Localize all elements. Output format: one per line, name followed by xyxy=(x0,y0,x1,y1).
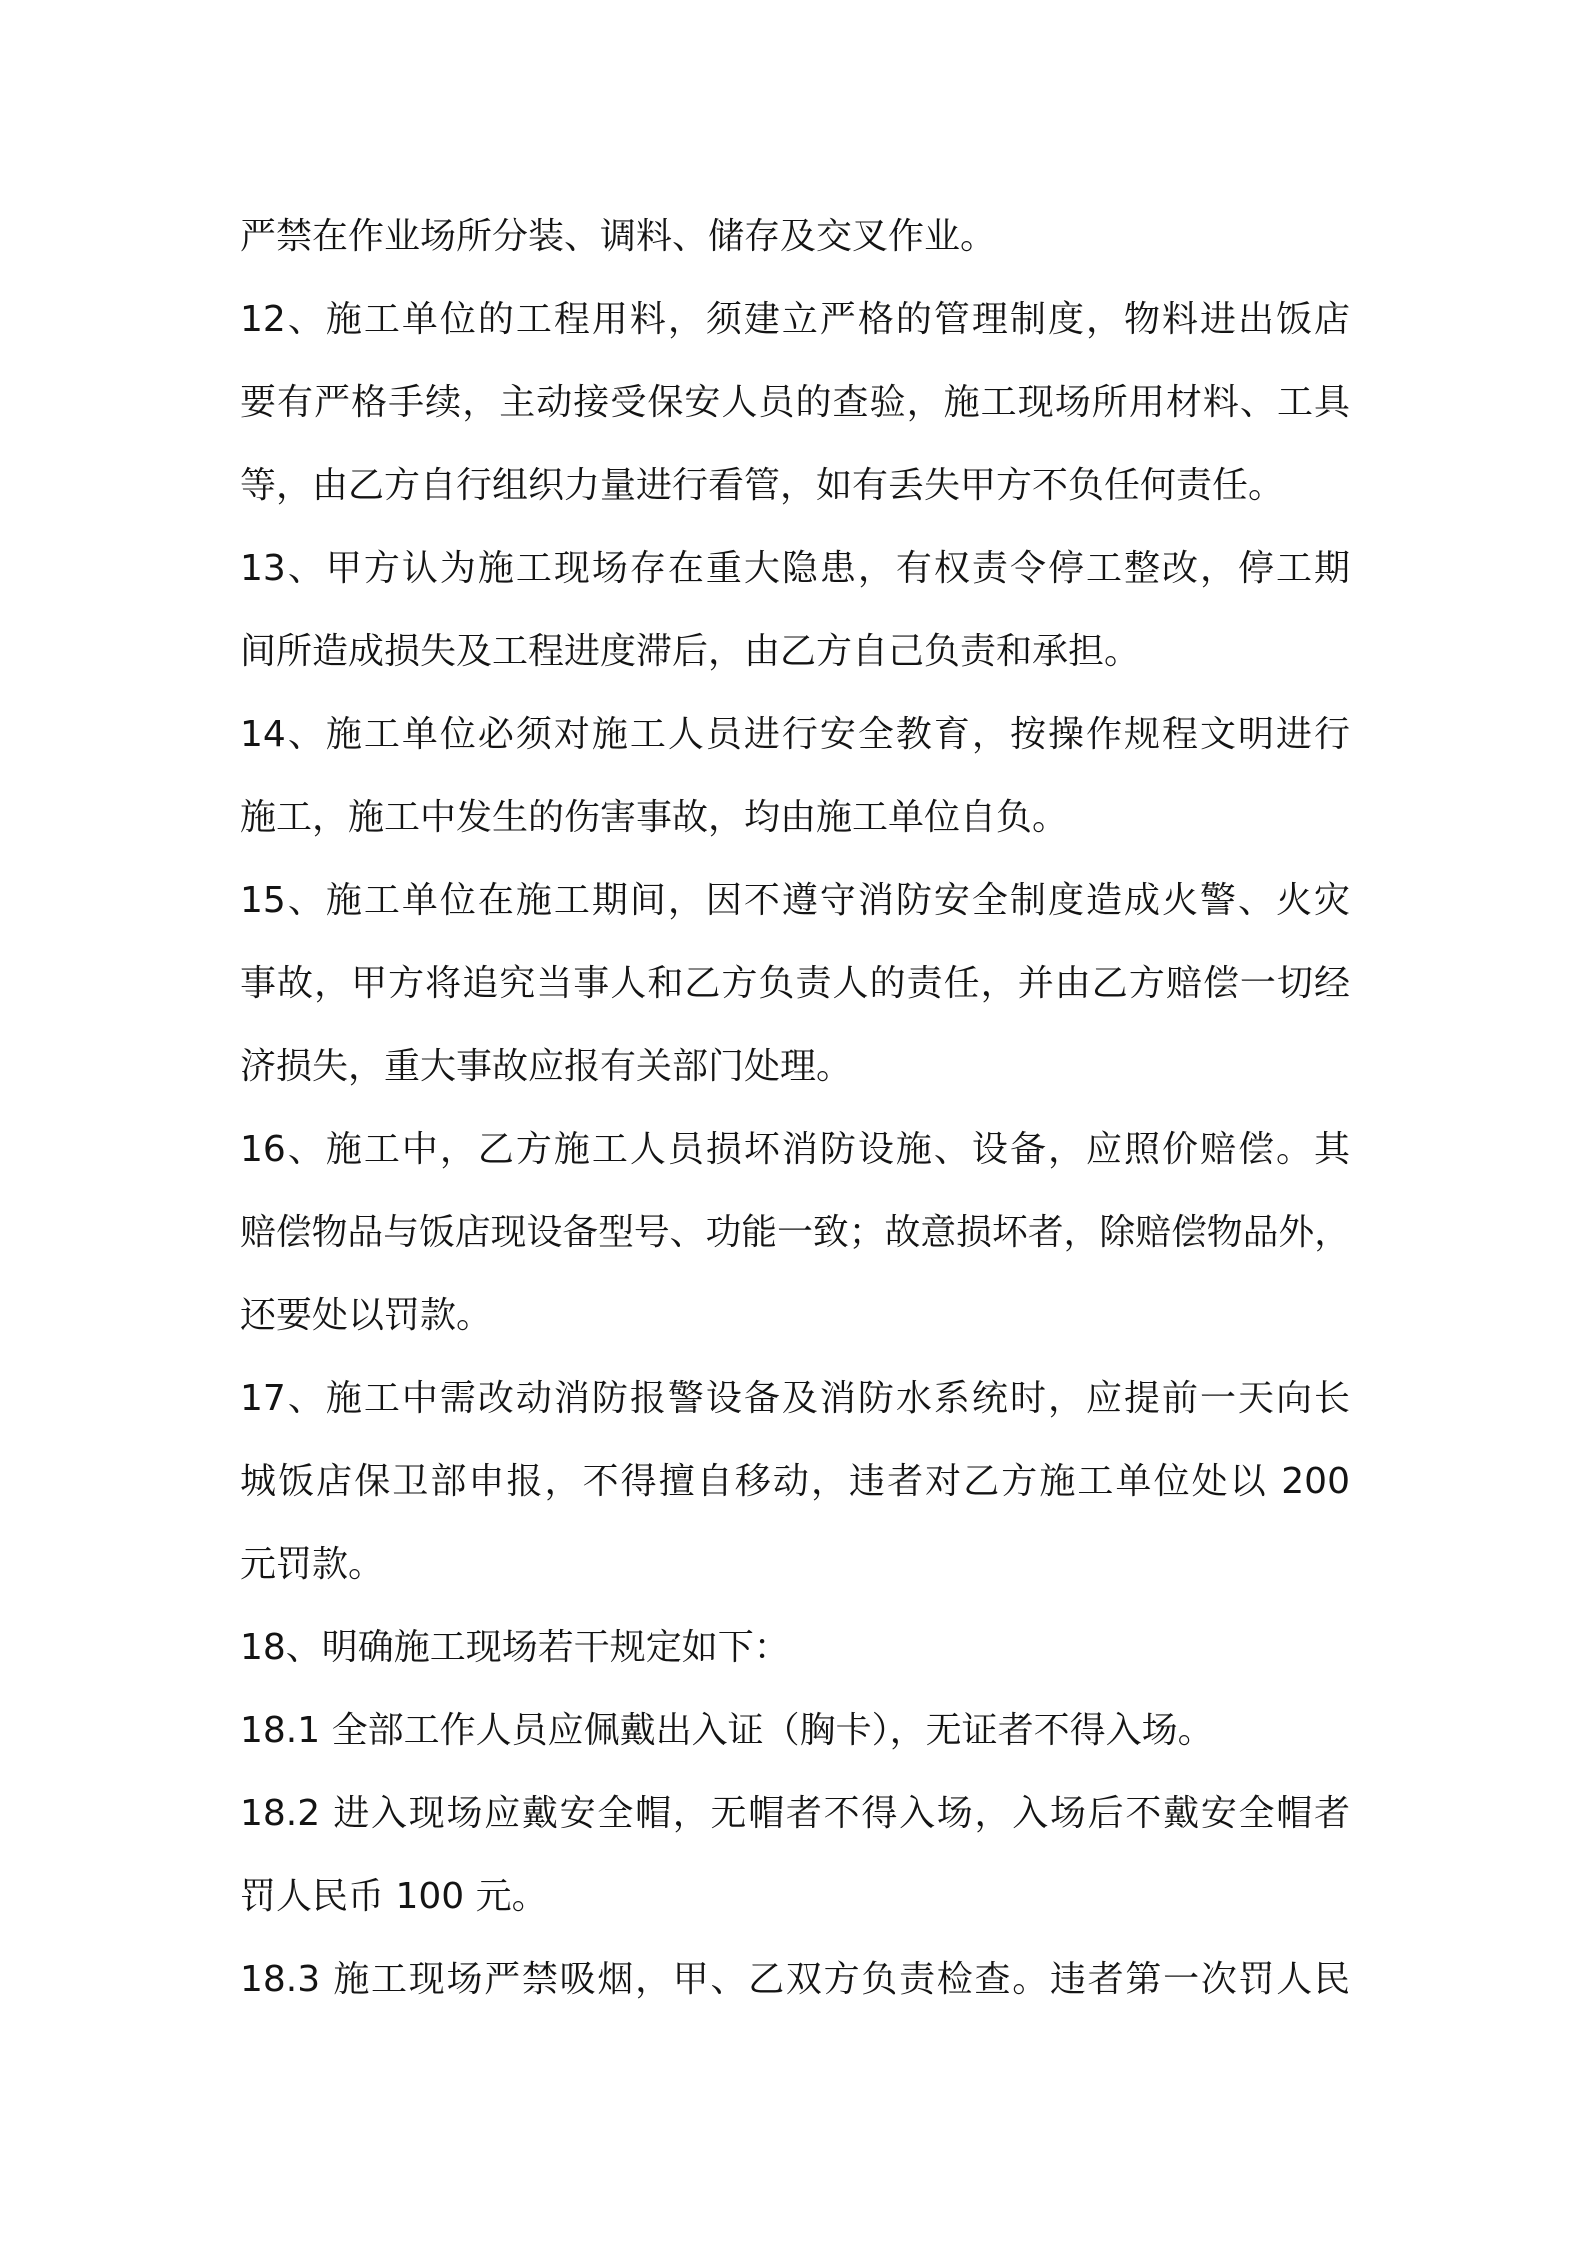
text-line-4: 等，由乙方自行组织力量进行看管，如有丢失甲方不负任何责任。 xyxy=(240,465,1285,506)
text-line-13: 赔偿物品与饭店现设备型号、功能一致；故意损坏者，除赔偿物品外， xyxy=(240,1212,1350,1253)
text-line-18: 18、明确施工现场若干规定如下： xyxy=(240,1627,790,1668)
text-line-16: 城饭店保卫部申报，不得擅自移动，违者对乙方施工单位处以 200 xyxy=(240,1461,1350,1502)
text-line-21: 罚人民币 100 元。 xyxy=(240,1876,548,1917)
text-line-22: 18.3 施工现场严禁吸烟，甲、乙双方负责检查。违者第一次罚人民 xyxy=(240,1959,1350,2000)
text-line-7: 14、施工单位必须对施工人员进行安全教育，按操作规程文明进行 xyxy=(240,714,1350,755)
text-line-2: 12、施工单位的工程用料，须建立严格的管理制度，物料进出饭店 xyxy=(240,299,1350,340)
document-body xyxy=(240,195,1350,2021)
text-line-20: 18.2 进入现场应戴安全帽，无帽者不得入场，入场后不戴安全帽者 xyxy=(240,1793,1350,1834)
text-line-6: 间所造成损失及工程进度滞后，由乙方自己负责和承担。 xyxy=(240,631,1141,672)
text-line-11: 济损失，重大事故应报有关部门处理。 xyxy=(240,1046,853,1087)
text-line-8: 施工，施工中发生的伤害事故，均由施工单位自负。 xyxy=(240,797,1069,838)
text-line-5: 13、甲方认为施工现场存在重大隐患，有权责令停工整改，停工期 xyxy=(240,548,1350,589)
text-line-19: 18.1 全部工作人员应佩戴出入证（胸卡），无证者不得入场。 xyxy=(240,1710,1214,1751)
text-line-12: 16、施工中，乙方施工人员损坏消防设施、设备，应照价赔偿。其 xyxy=(240,1129,1350,1170)
text-line-9: 15、施工单位在施工期间，因不遵守消防安全制度造成火警、火灾 xyxy=(240,880,1350,921)
text-line-17: 元罚款。 xyxy=(240,1544,385,1585)
text-line-3: 要有严格手续，主动接受保安人员的查验，施工现场所用材料、工具 xyxy=(240,382,1350,423)
text-line-14: 还要处以罚款。 xyxy=(240,1295,493,1336)
text-line-15: 17、施工中需改动消防报警设备及消防水系统时，应提前一天向长 xyxy=(240,1378,1350,1419)
text-line-1: 严禁在作业场所分装、调料、储存及交叉作业。 xyxy=(240,216,997,257)
text-line-10: 事故，甲方将追究当事人和乙方负责人的责任，并由乙方赔偿一切经 xyxy=(240,963,1350,1004)
